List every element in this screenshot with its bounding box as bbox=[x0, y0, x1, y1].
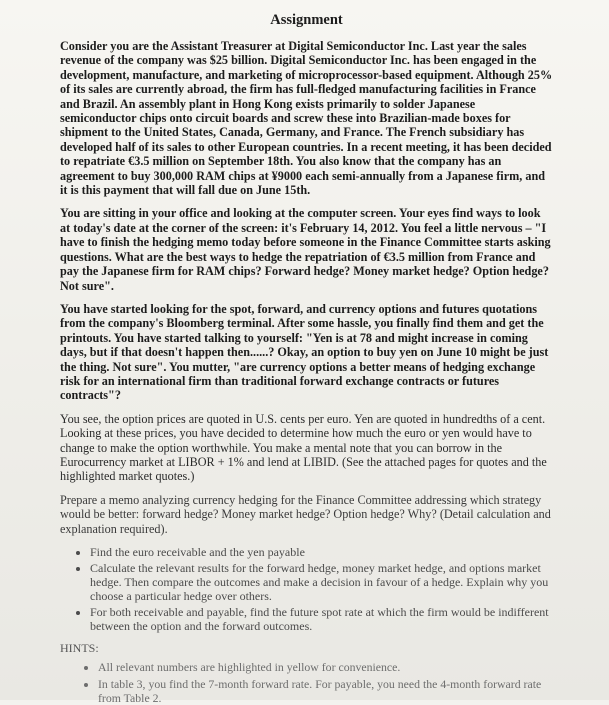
task-list bbox=[60, 545, 553, 633]
hints-list bbox=[60, 660, 553, 705]
task-item: • For both receivable and payable, find the future spot rate at which the firm would be indifferent between the option and the forward outcomes. bbox=[90, 605, 553, 633]
paragraph-scenario: You are sitting in your office and looking at the computer screen. Your eyes find ways to look at today's date at the corner of the screen: it's February 14, 2012. You feel a little nervous – "I have to finish the hedging memo today before someone in the Finance Committee starts asking questions. What are the best ways to hedge the repatriation of €3.5 million from France and pay the Japanese firm for RAM chips? Forward hedge? Money market hedge? Option hedge? Not sure". bbox=[60, 206, 551, 293]
hints-heading: HINTS: bbox=[60, 641, 99, 655]
hint-item: • All relevant numbers are highlighted in yellow for convenience. bbox=[98, 660, 553, 674]
paragraph-company-background: Consider you are the Assistant Treasurer at Digital Semiconductor Inc. Last year the sales revenue of the company was $25 billion. Digital Semiconductor Inc. has been engaged in the development, manufacture, and marketing of microprocessor-based equipment. Although 25% of its sales are currently abroad, the firm has full-fledged manufacturing facilities in France and Brazil. An assembly plant in Hong Kong exists primarily to solder Japanese semiconductor chips onto circuit boards and screw these into Brazilian-made boxes for shipment to the United States, Canada, Germany, and France. The French subsidiary has developed half of its sales to other European countries. In a recent meeting, it has been decided to repatriate €3.5 million on September 18th. You also know that the company has an agreement to buy 300,000 RAM chips at ¥9000 each semi-annually from a Japanese firm, and it is this payment that will fall due on June 15th. bbox=[60, 39, 553, 198]
paragraph-memo-task: Prepare a memo analyzing currency hedging for the Finance Committee addressing which strategy would be better: forward hedge? Money market hedge? Option hedge? Why? (Detail calculation and explanation required). bbox=[60, 492, 551, 536]
paragraph-option-prices: You see, the option prices are quoted in U.S. cents per euro. Yen are quoted in hundredths of a cent. Looking at these prices, you have decided to determine how much the euro or yen would have to change to make the option worthwhile. You make a mental note that you can borrow in the Eurocurrency market at LIBOR + 1% and lend at LIBID. (See the attached pages for quotes and the highlighted market quotes.) bbox=[60, 411, 547, 484]
hint-item: • In table 3, you find the 7-month forward rate. For payable, you need the 4-month forward rate from Table 2. bbox=[98, 677, 553, 705]
task-item: • Find the euro receivable and the yen payable bbox=[90, 545, 553, 559]
task-item: • Calculate the relevant results for the forward hedge, money market hedge, and options market hedge. Then compare the outcomes and make a decision in favour of a hedge. Explain why you choose a particular hedge over others. bbox=[90, 561, 553, 603]
document-title: Assignment bbox=[270, 12, 343, 28]
paragraph-quotations: You have started looking for the spot, forward, and currency options and futures quotations from the company's Bloomberg terminal. After some hassle, you finally find them and get the printouts. You have started talking to yourself: "Yen is at 78 and might increase in coming days, but if that doesn't happen then......? Okay, an option to buy yen on June 10 might be just the thing. Not sure". You mutter, "are currency options a better means of hedging exchange risk for an international firm than traditional forward exchange contracts or futures contracts"? bbox=[60, 301, 549, 403]
